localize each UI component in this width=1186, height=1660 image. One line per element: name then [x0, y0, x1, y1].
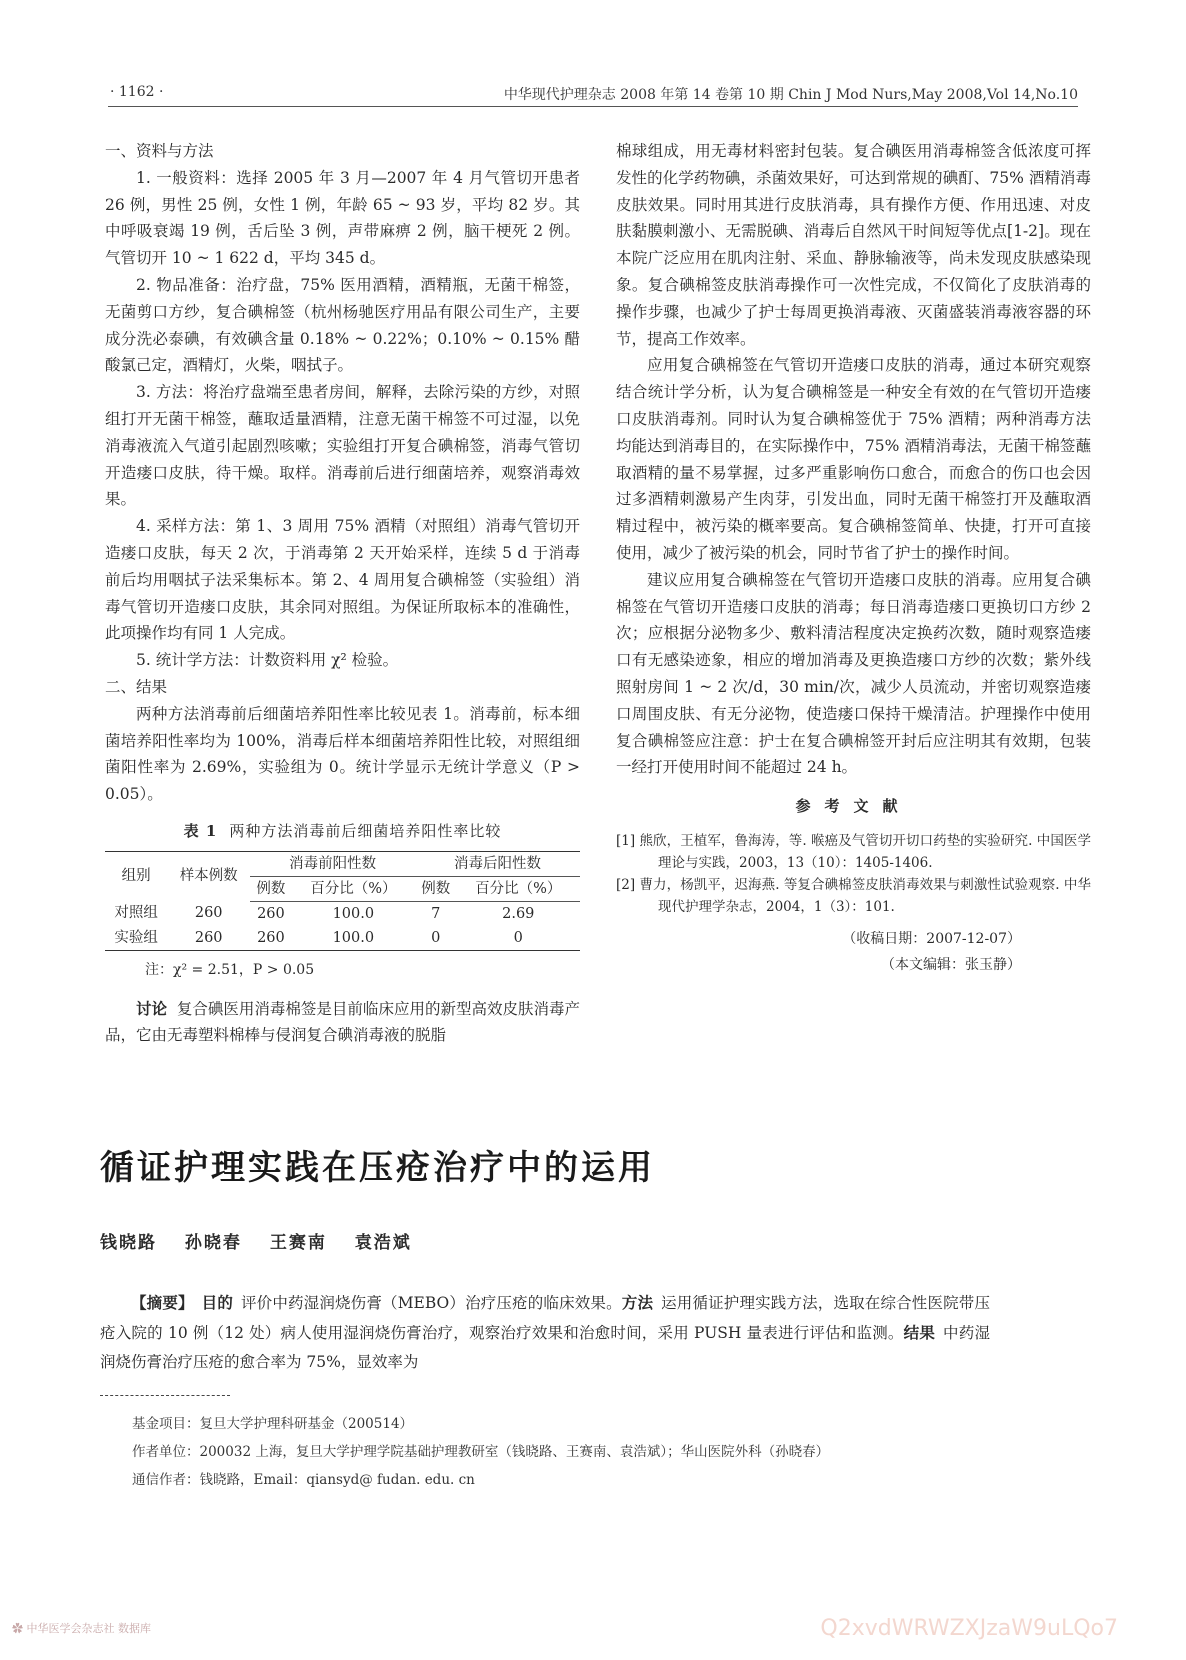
left-column [105, 138, 580, 1049]
table-cell: 260 [257, 905, 285, 922]
table-note: 注：χ² = 2.51，P > 0.05 [145, 961, 315, 978]
results-label: 结果 [903, 1323, 936, 1342]
col-header-percent: 百分比（%） [292, 876, 415, 901]
table-label: 表 1 [183, 821, 218, 840]
watermark: Q2xvdWRWZXJzaW9uLQo7 [820, 1616, 1118, 1641]
section-methods-heading: 一、资料与方法 [105, 142, 214, 160]
col-header-pre: 消毒前阳性数 [250, 851, 415, 876]
right-column [616, 138, 1091, 978]
journal-header: 中华现代护理杂志 2008 年第 14 卷第 10 期 Chin J Mod Nurs,May 2008,Vol 14,No.10 [503, 87, 1078, 103]
paragraph: 建议应用复合碘棉签在气管切开造瘘口皮肤的消毒。应用复合碘棉签在气管切开造瘘口皮肤的消毒；每日消毒造瘘口更换切口方纱 2 次；应根据分泌物多少、敷料清洁程度决定换药次数，随时观察造瘘口有无感染迹象，相应的增加消毒及更换造瘘口方纱的次数；紫外线照射房间 1 ~ 2 次/d，30 min/次，减少人员流动，并密切观察造瘘口周围皮肤、有无分泌物，使造瘘口保持干燥清洁。护理操作中使用复合碘棉签应注意：护士在复合碘棉签开封后应注明其有效期，包装一经打开使用时间不能超过 24 h。 [616, 570, 1091, 777]
reference-item: [1] 熊欣，王植军，鲁海涛，等. 喉癌及气管切开切口药垫的实验研究. 中国医学理论与实践，2003，13（10）：1405-1406. [616, 832, 1091, 871]
editor-credit: （本文编辑：张玉静） [881, 956, 1021, 973]
table-cell: 260 [194, 905, 223, 922]
publisher-name: 中华医学会杂志社 数据库 [26, 1622, 151, 1635]
table-cell: 7 [431, 905, 441, 922]
table-cell: 0 [457, 926, 580, 951]
paragraph: 1. 一般资料：选择 2005 年 3 月—2007 年 4 月气管切开患者 26 例，男性 25 例，女性 1 例，年龄 65 ~ 93 岁，平均 82 岁。其中呼吸衰竭 19 例，舌后坠 3 例，声带麻痹 2 例，脑干梗死 2 例。气管切开 10 ~ 1 622 d，平均 345 d。 [105, 168, 580, 268]
col-header-percent: 百分比（%） [457, 876, 580, 901]
methods-text: 运用循证护理实践方法，选取在综合性医院带压疮入院的 10 例（12 处）病人使用湿润烧伤膏治疗，观察治疗效果和治愈时间，采用 PUSH 量表进行评估和监测。 [100, 1294, 990, 1342]
article-title: 循证护理实践在压疮治疗中的运用 [100, 1148, 655, 1188]
table-caption [105, 818, 580, 845]
table-cell: 2.69 [502, 905, 535, 922]
article-authors: 钱晓路 孙晓春 王赛南 袁浩斌 [100, 1233, 412, 1253]
footnote-contact: 通信作者：钱晓路，Email：qiansyd@ fudan. edu. cn [132, 1472, 475, 1488]
col-header-group: 组别 [105, 851, 167, 901]
publisher-logo [12, 1620, 151, 1636]
table-row [105, 901, 580, 926]
results-text: 中药湿润烧伤膏治疗压疮的愈合率为 75%，显效率为 [100, 1324, 990, 1371]
footnote-rule [100, 1395, 230, 1396]
paragraph: 3. 方法：将治疗盘端至患者房间，解释，去除污染的方纱，对照组打开无菌干棉签，蘸取适量酒精，注意无菌干棉签不可过湿，以免消毒液流入气道引起剧烈咳嗽；实验组打开复合碘棉签，消毒气管切开造瘘口皮肤，待干燥。取样。消毒前后进行细菌培养，观察消毒效果。 [105, 383, 580, 509]
objective-label: 目的 [201, 1293, 234, 1312]
paragraph: 棉球组成，用无毒材料密封包装。复合碘医用消毒棉签含低浓度可挥发性的化学药物碘，杀菌效果好，可达到常规的碘酊、75% 酒精消毒皮肤效果。同时用其进行皮肤消毒，具有操作方便、作用迅速、对皮肤黏膜刺激小、无需脱碘、消毒后自然风干时间短等优点[1-2]。现在本院广泛应用在肌肉注射、采血、静脉输液等，尚未发现皮肤感染现象。复合碘棉签皮肤消毒操作可一次性完成，不仅简化了皮肤消毒的操作步骤，也减少了护士每周更换消毒液、灭菌盛装消毒液容器的环节，提高工作效率。 [616, 142, 1091, 348]
paragraph: 4. 采样方法：第 1、3 周用 75% 酒精（对照组）消毒气管切开造瘘口皮肤，每天 2 次，于消毒第 2 天开始采样，连续 5 d 于消毒前后均用咽拭子法采集标本。第 2、4 周用复合碘棉签（实验组）消毒气管切开造瘘口皮肤，其余同对照组。为保证所取标本的准确性，此项操作均有同 1 人完成。 [105, 517, 580, 643]
abstract-label: 【摘要】 [131, 1293, 194, 1312]
paragraph: 两种方法消毒前后细菌培养阳性率比较见表 1。消毒前，标本细菌培养阳性率均为 100%，消毒后样本细菌培养阳性比较，对照组细菌阳性率为 2.69%，实验组为 0。统计学显示无统计学意义（P > 0.05）。 [105, 704, 580, 804]
methods-label: 方法 [621, 1293, 654, 1312]
reference-item: [2] 曹力，杨凯平，迟海燕. 等复合碘棉签皮肤消毒效果与刺激性试验观察. 中华现代护理学杂志，2004，1（3）：101. [616, 876, 1091, 915]
results-table [105, 851, 580, 951]
page-number: · 1162 · [110, 84, 164, 100]
table-title: 两种方法消毒前后细菌培养阳性率比较 [229, 821, 502, 840]
table-cell: 100.0 [292, 926, 415, 951]
paragraph: 5. 统计学方法：计数资料用 χ² 检验。 [136, 651, 399, 670]
table-cell: 260 [167, 926, 250, 951]
footnote-affiliation: 作者单位：200032 上海，复旦大学护理学院基础护理教研室（钱晓路、王赛南、袁浩斌）；华山医院外科（孙晓春） [132, 1444, 830, 1460]
paragraph: 2. 物品准备：治疗盘，75% 医用酒精，酒精瓶，无菌干棉签，无菌剪口方纱，复合碘棉签（杭州杨驰医疗用品有限公司生产，主要成分洗必泰碘，有效碘含量 0.18% ~ 0.22%；0.10% ~ 0.15% 醋酸氯己定，酒精灯，火柴，咽拭子。 [105, 275, 580, 375]
paragraph: 应用复合碘棉签在气管切开造瘘口皮肤的消毒，通过本研究观察结合统计学分析，认为复合碘棉签是一种安全有效的在气管切开造瘘口皮肤消毒剂。同时认为复合碘棉签优于 75% 酒精；两种消毒方法均能达到消毒目的，在实际操作中，75% 酒精消毒法，无菌干棉签蘸取酒精的量不易掌握，过多严重影响伤口愈合，而愈合的伤口也会因过多酒精刺激易产生肉芽，引发出血，同时无菌干棉签打开及蘸取酒精过程中，被污染的概率要高。复合碘棉签简单、快捷，打开可直接使用，减少了被污染的机会，同时节省了护士的操作时间。 [616, 356, 1091, 562]
table-cell: 260 [250, 926, 291, 951]
table-cell: 0 [415, 926, 456, 951]
received-date: （收稿日期：2007-12-07） [842, 930, 1021, 947]
col-header-cases: 例数 [250, 876, 291, 901]
discussion-text: 复合碘医用消毒棉签是目前临床应用的新型高效皮肤消毒产品，它由无毒塑料棉棒与侵润复合碘消毒液的脱脂 [105, 999, 580, 1045]
header-rule [108, 106, 1078, 107]
table-cell: 对照组 [114, 905, 158, 922]
references-heading: 参考文献 [795, 797, 912, 816]
col-header-post: 消毒后阳性数 [415, 851, 580, 876]
col-header-sample: 样本例数 [167, 851, 250, 901]
table-row [105, 926, 580, 951]
section-results-heading: 二、结果 [105, 677, 168, 696]
col-header-cases: 例数 [415, 876, 456, 901]
table-cell: 100.0 [332, 905, 375, 922]
discussion-paragraph [105, 996, 580, 1050]
discussion-label: 讨论 [136, 998, 168, 1018]
abstract [100, 1288, 990, 1377]
seal-icon: ✿ [12, 1622, 23, 1635]
objective-text: 评价中药湿润烧伤膏（MEBO）治疗压疮的临床效果。 [241, 1294, 622, 1312]
footnote-fund: 基金项目：复旦大学护理科研基金（200514） [132, 1416, 414, 1432]
table-cell: 实验组 [105, 926, 167, 951]
